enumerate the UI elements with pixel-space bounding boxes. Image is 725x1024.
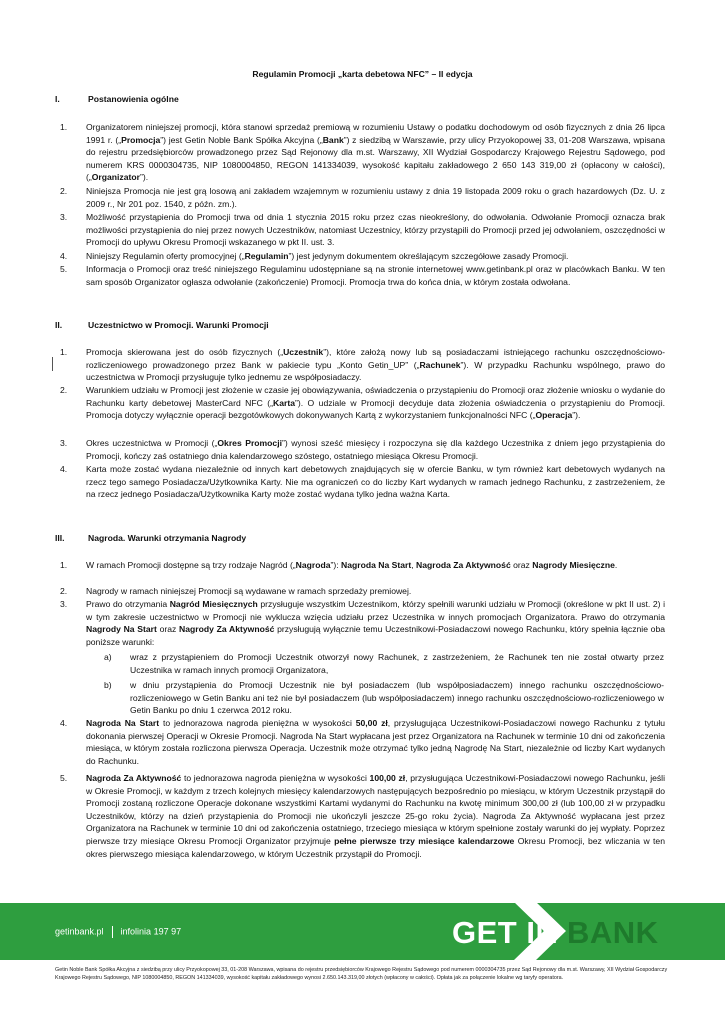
item-number: 1. [60,347,68,357]
item-number: 5. [60,773,68,783]
item-text: Warunkiem udziału w Promocji jest złożenie w czasie jej obowiązywania, oświadczenia o przystąpieniu do Promocji oraz złożenie wniosku o wydanie do Rachunku karty debetowej MasterCard NFC („Karta”). O udziale w Promocji decyduje data złożenia oświadczenia o przystąpieniu do Promocji. Promocja dotyczy wyłącznie operacji bezgotówkowych dokonywanych Kartą z wykorzystaniem funkcjonalności NFC („Operacja”). [86,385,665,421]
item-text: Organizatorem niniejszej promocji, która stanowi sprzedaż premiową w rozumieniu Ustawy o podatku dochodowym od osób fizycznych z dnia 26 lipca 1991 r. („Promocja”) jest Getin Noble Bank Spółka Akcyjna („Bank”) z siedzibą w Warszawie, przy ulicy Przyokopowej 33, 01-208 Warszawa, wpisana do rejestru przedsiębiorców prowadzonego przez Sąd Rejonowy dla m.st. Warszawy, XII Wydział Gospodarczy Krajowego Rejestru Sądowego, pod numerem KRS 0000304735, NIP 1080004850, REGON 141334039, wysokość kapitału zakładowego 2 650 143 319,00 zł (opłacony w całości), („Organizator”). [86,122,665,183]
item-number: 4. [60,251,68,261]
item-number: 4. [60,464,68,474]
list-item [60,263,665,288]
item-number: 2. [60,186,68,196]
brand-logo-getin: GET IN [452,915,559,950]
section-number: II. [55,320,63,330]
item-number: 2. [60,586,68,596]
item-text: Nagrody w ramach niniejszej Promocji są wydawane w ramach sprzedaży premiowej. [86,586,412,596]
item-text: W ramach Promocji dostępne są trzy rodzaje Nagród („Nagroda”): Nagroda Na Start, Nagroda Za Aktywność oraz Nagrody Miesięczne. [86,560,618,570]
item-text: Niniejszy Regulamin oferty promocyjnej („Regulamin”) jest jedynym dokumentem określającym szczegółowe zasady Promocji. [86,251,569,261]
item-number: 1. [60,122,68,132]
item-number: 2. [60,385,68,395]
list-item [60,598,665,648]
sub-list-item [104,679,664,717]
list-item [60,211,665,249]
list-item [60,384,665,422]
list-item [60,463,665,501]
item-number: 1. [60,560,68,570]
section-number: I. [55,94,60,104]
item-text: Prawo do otrzymania Nagród Miesięcznych przysługuje wszystkim Uczestnikom, którzy spełnili warunki udziału w Promocji (określone w pkt II ust. 2) i w tym zakresie uczestnictwo w Promocji nie wyklucza wzięcia udziału przez Uczestnika w innych promocjach Organizatora. Prawo do otrzymania Nagrody Na Start oraz Nagrody Za Aktywność przysługują wyłącznie temu Uczestnikowi-Posiadaczowi nowego Rachunku, który spełnia łącznie oba poniższe warunki: [86,599,666,647]
section-number: III. [55,533,65,543]
hotline-text: infolinia 197 97 [120,926,182,937]
legal-footnote: Getin Noble Bank Spółka Akcyjna z siedzibą przy ulicy Przyokopowej 33, 01-208 Warszawa, wpisana do rejestru przedsiębiorców Krajowego Rejestru Sądowego pod numerem 0000304735 przez Sąd Rejonowy dla m.st. Warszawy, XII Wydział Gospodarczy Krajowego Rejestru Sądowego, NIP 1080004850, REGON 141334039, wysokość kapitału zakładowego wynosi 2.650.143.319,00 złotych (wpłacony w całości). Opłata jak za połączenie lokalne wg taryfy operatora. [55,967,668,981]
list-item [60,250,665,263]
item-text: Niniejsza Promocja nie jest grą losową ani zakładem wzajemnym w rozumieniu ustawy z dnia 19 listopada 2009 roku o grach hazardowych (Dz. U. z 2009 r., Nr 201 poz. 1540, z późn. zm.). [86,186,665,209]
list-item [60,185,665,210]
list-item [60,772,665,860]
item-number: 5. [60,264,68,274]
item-text: Nagroda Za Aktywność to jednorazowa nagroda pieniężna w wysokości 100,00 zł, przysługująca Uczestnikowi-Posiadaczowi nowego Rachunku, jeśli w Okresie Promocji, w każdym z trzech kolejnych miesięcy kalendarzowych następujących bezpośrednio po miesiącu, w którym Uczestnik przystąpił do Promocji zostaną rozliczone Operacje dokonane wszystkimi Kartami wydanymi do Rachunku na kwotę minimum 300,00 zł (lub 100,00 zł w przypadku Uczestników, którzy na dzień przystąpienia do Promocji nie ukończyli jeszcze 25-go roku życia). Nagroda Za Aktywność wypłacana jest przez Organizatora na Rachunek w terminie 10 dni od zakończenia ostatniego, trzeciego miesiąca w którym spełnione zostały warunki do jej wypłaty. Poprzez pierwsze trzy miesiące Okresu Promocji Organizator przyjmuje pełne pierwsze trzy miesiące kalendarzowe Okresu Promocji, bez wliczania w ten okres pierwszego miesiąca kalendarzowego, w którym Uczestnik przystąpił do Promocji. [86,773,665,859]
list-item [60,585,665,598]
list-item [60,437,665,462]
section-title: Uczestnictwo w Promocji. Warunki Promocji [88,320,269,330]
item-number: 3. [60,599,68,609]
list-item [60,717,665,767]
item-number: 4. [60,718,68,728]
section-title: Nagroda. Warunki otrzymania Nagrody [88,533,247,543]
divider [112,926,113,938]
item-text: Karta może zostać wydana niezależnie od innych kart debetowych znajdujących się w ofercie Banku, w tym również kart debetowych wydanych na rzecz tego samego Posiadacza/Użytkownika Karty. Nie ma ograniczeń co do liczby Kart wydanych w ramach jednego Rachunku, z zastrzeżeniem, że na rzecz jednego Posiadacza/Użytkownika Karty może zostać wydana tylko jedna ważna Karta. [86,464,665,500]
item-text: Okres uczestnictwa w Promocji („Okres Promocji”) wynosi sześć miesięcy i rozpoczyna się dla każdego Uczestnika z dniem jego przystąpienia do Promocji, kończy zaś ostatniego dnia kalendarzowego szóstego, ostatniego miesiąca Okresu Promocji. [86,438,665,461]
section-heading-3 [55,533,246,543]
footer-contact [55,926,181,938]
item-text: Możliwość przystąpienia do Promocji trwa od dnia 1 stycznia 2015 roku przez czas nieokreślony, do odwołania. Odwołanie Promocji oznacza brak możliwości przystąpienia do niej przez nowych Uczestników, natomiast Uczestnicy, którzy przystąpili do Promocji przed jej odwołaniem, oszczędności w Promocji do upływu Okresu Promocji wskazanego w pkt II. ust. 3. [86,212,665,248]
list-item [60,559,665,572]
item-text: Nagroda Na Start to jednorazowa nagroda pieniężna w wysokości 50,00 zł, przysługująca Uczestnikowi-Posiadaczowi nowego Rachunku z tytułu dokonania pierwszej Operacji w Okresie Promocji. Nagroda Na Start wypłacana jest przez Organizatora na Rachunek w terminie 10 dni od zakończenia miesiąca, w którym została rozliczona pierwsza Operacja. Uczestnik może otrzymać tylko jedną Nagrodę Na Start, niezależnie od liczby Kart wydanych do Rachunku. [86,718,666,766]
sub-list-item [104,651,664,676]
item-text: Informacja o Promocji oraz treść niniejszego Regulaminu udostępniane są na stronie internetowej www.getinbank.pl oraz w placówkach Banku. W ten sam sposób Organizator ogłasza odwołanie (zakończenie) Promocji. Promocja trwa do końca dnia, w którym została odwołana. [86,264,665,287]
item-text: wraz z przystąpieniem do Promocji Uczestnik otworzył nowy Rachunek, z zastrzeżeniem, że Rachunek ten nie został otwarty przez Uczestnika w ramach innych promocji Organizatora, [130,652,664,675]
document-title: Regulamin Promocji „karta debetowa NFC” – II edycja [252,69,473,79]
section-heading-2 [55,320,269,330]
website-link[interactable]: getinbank.pl [55,926,104,937]
list-item [60,121,665,184]
item-number: 3. [60,438,68,448]
margin-mark [52,357,53,371]
item-letter: b) [104,680,112,690]
item-letter: a) [104,652,112,662]
item-number: 3. [60,212,68,222]
item-text: w dniu przystąpienia do Promocji Uczestnik nie był posiadaczem (lub współposiadaczem) innego rachunku oszczędnościowo-rozliczeniowego w Getin Banku ani też nie był posiadaczem (lub współposiadaczem) innego rachunku oszczędnościowo-rozliczeniowego w Getin Banku po dniu 1 czerwca 2012 roku. [130,680,664,716]
section-title: Postanowienia ogólne [88,94,179,104]
list-item [60,346,665,384]
brand-logo-bank: BANK [567,915,659,950]
section-heading-1 [55,94,179,104]
item-text: Promocja skierowana jest do osób fizycznych („Uczestnik”), które założą nowy lub są posiadaczami istniejącego rachunku oszczędnościowo-rozliczeniowego prowadzonego przez Bank w pakiecie typu „Konto Getin_UP” („Rachunek”). W przypadku Rachunku wspólnego, prawo do uczestnictwa w Promocji przysługuje tylko jednemu ze współposiadaczy. [86,347,665,383]
